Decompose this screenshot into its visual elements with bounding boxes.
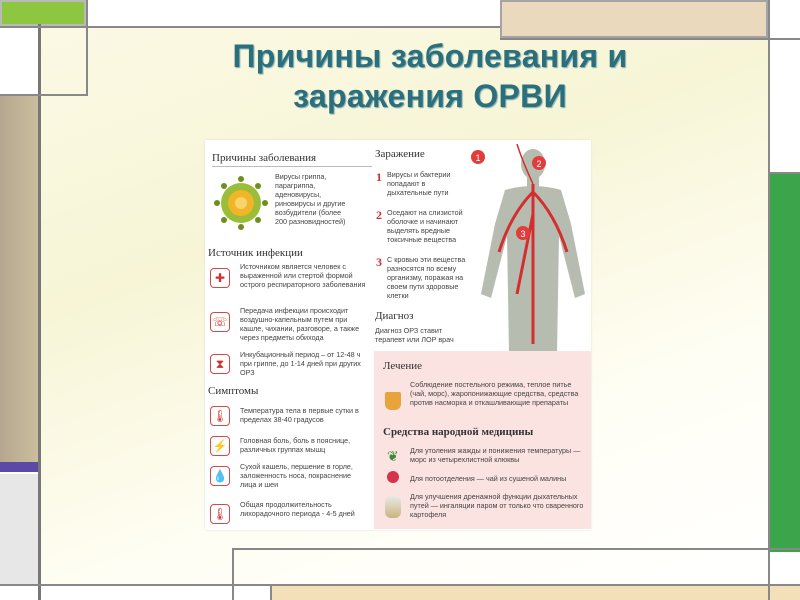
frame-left-strip: [0, 94, 40, 464]
infection-heading: Заражение: [375, 148, 425, 160]
drops-icon: 💧: [210, 466, 230, 486]
frame-green-strip: [768, 174, 800, 552]
symptoms-heading: Симптомы: [208, 385, 259, 397]
symptom-item-2: Головная боль, боль в пояснице, различных группах мышц: [240, 436, 351, 454]
step-number: 3: [376, 255, 382, 269]
infection-step-2: Оседают на слизистой оболочке и начинают выделять вредные токсичные вещества: [387, 208, 463, 244]
marker-3: 3: [520, 229, 526, 239]
symptom-item-1: Температура тела в первые сутки в пределах 38-40 градусов: [240, 406, 359, 424]
step-number: 1: [376, 170, 382, 184]
potato-icon: [385, 496, 401, 518]
symptom-item-3: Сухой кашель, першение в горле, заложенность носа, покраснение лица и шеи: [240, 462, 353, 489]
frame-line: [232, 548, 800, 550]
human-body-figure: [467, 144, 591, 354]
frame-line: [38, 24, 41, 600]
hourglass-icon: ⧗: [210, 354, 230, 374]
frame-left-accent: [0, 462, 40, 472]
slide-title-line1: Причины заболевания и: [232, 38, 628, 74]
frame-line: [232, 548, 234, 600]
marker-2: 2: [536, 159, 542, 169]
symptom-item-4: Общая продолжительность лихорадочного периода - 4-5 дней: [240, 500, 355, 518]
source-item-2: Передача инфекции происходит воздушно-капельным путем при кашле, чихании, разговоре, а также через предметы обихода: [240, 306, 360, 342]
treatment-text: Соблюдение постельного режима, теплое питье (чай, морс), жаропонижающие средства, средства против насморка и откашливающие препараты: [410, 380, 579, 407]
frame-line: [768, 0, 770, 600]
divider: [212, 166, 372, 167]
frame-line: [270, 584, 272, 600]
frame-line: [86, 0, 88, 96]
frame-line: [0, 94, 88, 96]
raspberry-icon: [387, 471, 399, 483]
frame-line: [0, 584, 800, 586]
folk-item-2: Для потоотделения — чай из сушеной малины: [410, 474, 567, 483]
frame-line: [0, 26, 500, 28]
folk-item-1: Для утоления жажды и понижения температуры — морс из четырехлистной клюквы: [410, 446, 581, 464]
treatment-heading: Лечение: [383, 360, 423, 372]
phone-icon: ☏: [210, 312, 230, 332]
thermometer-icon: 🌡: [210, 504, 230, 524]
frame-line: [768, 172, 800, 174]
source-heading: Источник инфекции: [208, 247, 303, 259]
orvi-infographic: [205, 140, 591, 530]
causes-heading: Причины заболевания: [212, 152, 317, 164]
lightning-icon: ⚡: [210, 436, 230, 456]
step-number: 2: [376, 208, 382, 222]
red-cross-icon: ✚: [210, 268, 230, 288]
tea-cup-icon: [385, 392, 401, 410]
frame-left-gray: [0, 474, 40, 586]
frame-tan-block: [500, 0, 768, 38]
source-item-1: Источником является человек с выраженной или стертой формой острого респираторного заболевания: [240, 262, 366, 289]
infection-step-3: С кровью эти вещества разносятся по всему организму, поражая на своем пути здоровые клетки: [387, 255, 466, 300]
diagnosis-text: Диагноз ОРЗ ставит терапевт или ЛОР врач: [375, 326, 454, 344]
causes-text: Вирусы гриппа, парагриппа, аденовирусы, риновирусы и другие возбудители (более 200 разновидностей): [275, 172, 346, 226]
infection-step-1: Вирусы и бактерии попадают в дыхательные пути: [387, 170, 451, 197]
leaf-icon: ❦: [387, 448, 399, 464]
folk-item-3: Для улучшения дренажной функции дыхательных путей — ингаляции паром от только что сваренного картофеля: [410, 492, 584, 519]
marker-1: 1: [475, 153, 481, 163]
virus-icon: [212, 174, 270, 232]
slide-title: [160, 36, 700, 116]
diagnosis-heading: Диагноз: [375, 310, 414, 322]
folk-heading: Средства народной медицины: [383, 426, 534, 438]
thermometer-icon: 🌡: [210, 406, 230, 426]
frame-green-block: [0, 0, 86, 26]
frame-bottom-bar: [272, 586, 800, 600]
slide-title-line2: заражения ОРВИ: [293, 78, 567, 114]
source-item-3: Инкубационный период – от 12-48 ч при гриппе, до 1-14 дней при других ОРЗ: [240, 350, 361, 377]
